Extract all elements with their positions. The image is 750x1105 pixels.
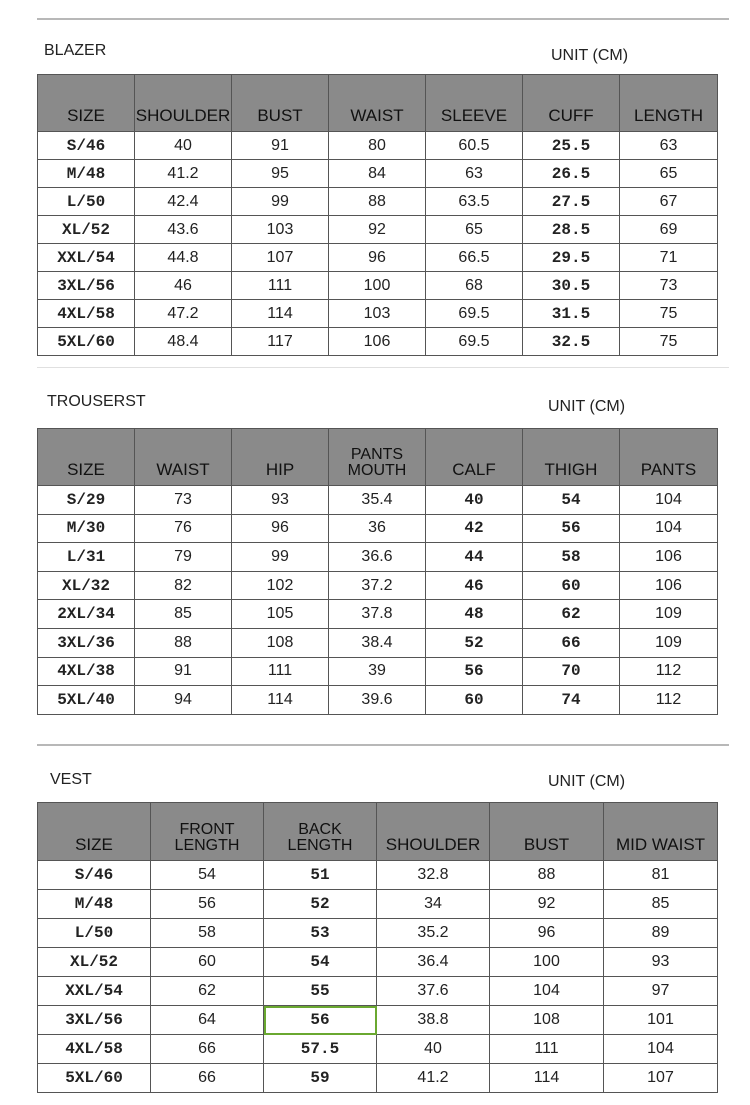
- table-row: [38, 188, 718, 216]
- measurement-cell: 103: [329, 300, 426, 328]
- measurement-cell: 106: [329, 328, 426, 356]
- measurement-cell: 30.5: [523, 272, 620, 300]
- table-row: [38, 160, 718, 188]
- measurement-cell: 53: [264, 919, 377, 948]
- table-row: [38, 657, 718, 686]
- vest-header-front-length: [151, 803, 264, 861]
- back-length-label: BACK LENGTH: [287, 821, 353, 854]
- measurement-cell: 46: [135, 272, 232, 300]
- measurement-cell: 96: [232, 514, 329, 543]
- vest-title: VEST: [50, 771, 92, 788]
- measurement-cell: 35.2: [377, 919, 490, 948]
- measurement-cell: 60.5: [426, 132, 523, 160]
- measurement-cell: 36.6: [329, 543, 426, 572]
- trousers-header-calf: CALF: [426, 429, 523, 486]
- trousers-header-waist: WAIST: [135, 429, 232, 486]
- measurement-cell: 35.4: [329, 486, 426, 515]
- blazer-unit: UNIT (CM): [551, 47, 629, 64]
- measurement-cell: 31.5: [523, 300, 620, 328]
- blazer-title: BLAZER: [44, 42, 107, 59]
- table-row: [38, 1006, 718, 1035]
- vest-header-size: SIZE: [38, 803, 151, 861]
- measurement-cell: 73: [620, 272, 718, 300]
- measurement-cell: 114: [490, 1064, 604, 1093]
- size-cell: 3XL/36: [38, 628, 135, 657]
- measurement-cell: 38.4: [329, 628, 426, 657]
- size-cell: M/48: [38, 890, 151, 919]
- measurement-cell: 114: [232, 300, 329, 328]
- measurement-cell: 82: [135, 571, 232, 600]
- measurement-cell: 69.5: [426, 328, 523, 356]
- measurement-cell: 66: [523, 628, 620, 657]
- measurement-cell: 109: [620, 600, 718, 629]
- middle-divider: [37, 367, 729, 368]
- size-cell: S/46: [38, 861, 151, 890]
- measurement-cell: 103: [232, 216, 329, 244]
- size-cell: XXL/54: [38, 244, 135, 272]
- measurement-cell: 44.8: [135, 244, 232, 272]
- measurement-cell: 44: [426, 543, 523, 572]
- measurement-cell: 65: [426, 216, 523, 244]
- measurement-cell: 100: [490, 948, 604, 977]
- measurement-cell: 54: [151, 861, 264, 890]
- measurement-cell: 66.5: [426, 244, 523, 272]
- measurement-cell: 112: [620, 686, 718, 715]
- measurement-cell: 81: [604, 861, 718, 890]
- measurement-cell: 79: [135, 543, 232, 572]
- measurement-cell: 88: [135, 628, 232, 657]
- measurement-cell: 27.5: [523, 188, 620, 216]
- table-row: [38, 328, 718, 356]
- size-cell: S/46: [38, 132, 135, 160]
- measurement-cell: 74: [523, 686, 620, 715]
- size-cell: XL/52: [38, 948, 151, 977]
- size-cell: L/50: [38, 188, 135, 216]
- measurement-cell: 65: [620, 160, 718, 188]
- measurement-cell: 107: [604, 1064, 718, 1093]
- measurement-cell: 63: [426, 160, 523, 188]
- measurement-cell: 80: [329, 132, 426, 160]
- measurement-cell: 66: [151, 1035, 264, 1064]
- size-cell: M/30: [38, 514, 135, 543]
- blazer-size-table: [37, 74, 718, 356]
- measurement-cell: 42: [426, 514, 523, 543]
- measurement-cell: 62: [151, 977, 264, 1006]
- measurement-cell: 40: [135, 132, 232, 160]
- measurement-cell: 64: [151, 1006, 264, 1035]
- measurement-cell: 111: [490, 1035, 604, 1064]
- measurement-cell: 96: [490, 919, 604, 948]
- measurement-cell: 101: [604, 1006, 718, 1035]
- measurement-cell: 51: [264, 861, 377, 890]
- measurement-cell: 85: [604, 890, 718, 919]
- measurement-cell: 94: [135, 686, 232, 715]
- measurement-cell: 28.5: [523, 216, 620, 244]
- measurement-cell: 68: [426, 272, 523, 300]
- measurement-cell: 117: [232, 328, 329, 356]
- measurement-cell: 52: [426, 628, 523, 657]
- measurement-cell: 96: [329, 244, 426, 272]
- blazer-header-cuff: CUFF: [523, 75, 620, 132]
- measurement-cell: 56: [523, 514, 620, 543]
- measurement-cell: 26.5: [523, 160, 620, 188]
- measurement-cell: 57.5: [264, 1035, 377, 1064]
- trousers-size-table: [37, 428, 718, 715]
- vest-unit: UNIT (CM): [548, 773, 626, 790]
- table-row: [38, 977, 718, 1006]
- measurement-cell: 59: [264, 1064, 377, 1093]
- measurement-cell: 104: [490, 977, 604, 1006]
- measurement-cell: 58: [151, 919, 264, 948]
- measurement-cell: 88: [329, 188, 426, 216]
- measurement-cell: 46: [426, 571, 523, 600]
- measurement-cell: 104: [620, 486, 718, 515]
- size-cell: L/31: [38, 543, 135, 572]
- measurement-cell: 67: [620, 188, 718, 216]
- measurement-cell: 47.2: [135, 300, 232, 328]
- measurement-cell: 52: [264, 890, 377, 919]
- measurement-cell: 108: [490, 1006, 604, 1035]
- table-row: [38, 514, 718, 543]
- measurement-cell: 111: [232, 272, 329, 300]
- table-row: [38, 543, 718, 572]
- size-cell: L/50: [38, 919, 151, 948]
- measurement-cell: 105: [232, 600, 329, 629]
- measurement-cell: 93: [232, 486, 329, 515]
- trousers-title: TROUSERST: [47, 393, 146, 410]
- measurement-cell: 42.4: [135, 188, 232, 216]
- table-row: [38, 244, 718, 272]
- measurement-cell: 39: [329, 657, 426, 686]
- measurement-cell: 106: [620, 571, 718, 600]
- measurement-cell: 36.4: [377, 948, 490, 977]
- table-row: [38, 686, 718, 715]
- measurement-cell: 99: [232, 188, 329, 216]
- measurement-cell: 37.8: [329, 600, 426, 629]
- pants-mouth-label: PANTS MOUTH: [347, 446, 407, 479]
- measurement-cell: 69: [620, 216, 718, 244]
- measurement-cell: 62: [523, 600, 620, 629]
- trousers-header-hip: HIP: [232, 429, 329, 486]
- trousers-header-pants: PANTS: [620, 429, 718, 486]
- measurement-cell: 25.5: [523, 132, 620, 160]
- vest-header-bust: BUST: [490, 803, 604, 861]
- measurement-cell: 88: [490, 861, 604, 890]
- measurement-cell: 104: [620, 514, 718, 543]
- measurement-cell: 63.5: [426, 188, 523, 216]
- blazer-header-sleeve: SLEEVE: [426, 75, 523, 132]
- top-divider: [37, 18, 729, 20]
- measurement-cell: 55: [264, 977, 377, 1006]
- measurement-cell: 43.6: [135, 216, 232, 244]
- measurement-cell: 89: [604, 919, 718, 948]
- measurement-cell: 91: [135, 657, 232, 686]
- measurement-cell: 95: [232, 160, 329, 188]
- measurement-cell: 37.6: [377, 977, 490, 1006]
- vest-header-back-length: [264, 803, 377, 861]
- trousers-header-size: SIZE: [38, 429, 135, 486]
- size-cell: 2XL/34: [38, 600, 135, 629]
- measurement-cell: 29.5: [523, 244, 620, 272]
- size-cell: 4XL/58: [38, 1035, 151, 1064]
- table-row: [38, 216, 718, 244]
- size-cell: 5XL/60: [38, 328, 135, 356]
- vest-header-shoulder: SHOULDER: [377, 803, 490, 861]
- table-row: [38, 600, 718, 629]
- size-cell: M/48: [38, 160, 135, 188]
- measurement-cell: 54: [264, 948, 377, 977]
- measurement-cell: 100: [329, 272, 426, 300]
- lower-divider: [37, 744, 729, 746]
- measurement-cell: 112: [620, 657, 718, 686]
- measurement-cell: 41.2: [377, 1064, 490, 1093]
- measurement-cell: 56: [264, 1006, 377, 1035]
- measurement-cell: 106: [620, 543, 718, 572]
- measurement-cell: 48.4: [135, 328, 232, 356]
- size-cell: XL/32: [38, 571, 135, 600]
- measurement-cell: 60: [426, 686, 523, 715]
- blazer-header-waist: WAIST: [329, 75, 426, 132]
- vest-header-mid-waist: MID WAIST: [604, 803, 718, 861]
- measurement-cell: 40: [426, 486, 523, 515]
- measurement-cell: 69.5: [426, 300, 523, 328]
- measurement-cell: 48: [426, 600, 523, 629]
- table-row: [38, 571, 718, 600]
- size-cell: S/29: [38, 486, 135, 515]
- size-cell: 5XL/40: [38, 686, 135, 715]
- table-row: [38, 1064, 718, 1093]
- measurement-cell: 32.5: [523, 328, 620, 356]
- table-row: [38, 272, 718, 300]
- table-row: [38, 132, 718, 160]
- measurement-cell: 111: [232, 657, 329, 686]
- measurement-cell: 36: [329, 514, 426, 543]
- measurement-cell: 107: [232, 244, 329, 272]
- table-row: [38, 861, 718, 890]
- size-cell: 4XL/58: [38, 300, 135, 328]
- trousers-header-thigh: THIGH: [523, 429, 620, 486]
- measurement-cell: 104: [604, 1035, 718, 1064]
- measurement-cell: 75: [620, 300, 718, 328]
- vest-size-table: [37, 802, 718, 1093]
- measurement-cell: 102: [232, 571, 329, 600]
- measurement-cell: 76: [135, 514, 232, 543]
- measurement-cell: 60: [523, 571, 620, 600]
- measurement-cell: 109: [620, 628, 718, 657]
- measurement-cell: 92: [490, 890, 604, 919]
- size-cell: XXL/54: [38, 977, 151, 1006]
- measurement-cell: 108: [232, 628, 329, 657]
- measurement-cell: 85: [135, 600, 232, 629]
- measurement-cell: 75: [620, 328, 718, 356]
- measurement-cell: 71: [620, 244, 718, 272]
- measurement-cell: 91: [232, 132, 329, 160]
- size-cell: 3XL/56: [38, 1006, 151, 1035]
- measurement-cell: 34: [377, 890, 490, 919]
- blazer-header-bust: BUST: [232, 75, 329, 132]
- table-row: [38, 919, 718, 948]
- measurement-cell: 40: [377, 1035, 490, 1064]
- measurement-cell: 58: [523, 543, 620, 572]
- table-row: [38, 948, 718, 977]
- size-cell: 4XL/38: [38, 657, 135, 686]
- size-cell: 3XL/56: [38, 272, 135, 300]
- measurement-cell: 32.8: [377, 861, 490, 890]
- measurement-cell: 93: [604, 948, 718, 977]
- measurement-cell: 56: [151, 890, 264, 919]
- measurement-cell: 63: [620, 132, 718, 160]
- measurement-cell: 41.2: [135, 160, 232, 188]
- blazer-header-size: SIZE: [38, 75, 135, 132]
- measurement-cell: 39.6: [329, 686, 426, 715]
- measurement-cell: 99: [232, 543, 329, 572]
- measurement-cell: 84: [329, 160, 426, 188]
- front-length-label: FRONT LENGTH: [174, 821, 240, 854]
- measurement-cell: 114: [232, 686, 329, 715]
- table-row: [38, 890, 718, 919]
- measurement-cell: 54: [523, 486, 620, 515]
- measurement-cell: 97: [604, 977, 718, 1006]
- measurement-cell: 60: [151, 948, 264, 977]
- measurement-cell: 37.2: [329, 571, 426, 600]
- table-row: [38, 486, 718, 515]
- table-row: [38, 300, 718, 328]
- blazer-header-shoulder: SHOULDER: [135, 75, 232, 132]
- table-row: [38, 1035, 718, 1064]
- blazer-header-length: LENGTH: [620, 75, 718, 132]
- measurement-cell: 70: [523, 657, 620, 686]
- size-cell: XL/52: [38, 216, 135, 244]
- size-cell: 5XL/60: [38, 1064, 151, 1093]
- trousers-unit: UNIT (CM): [548, 398, 626, 415]
- measurement-cell: 73: [135, 486, 232, 515]
- measurement-cell: 56: [426, 657, 523, 686]
- trousers-header-pants-mouth: [329, 429, 426, 486]
- table-row: [38, 628, 718, 657]
- measurement-cell: 38.8: [377, 1006, 490, 1035]
- measurement-cell: 92: [329, 216, 426, 244]
- measurement-cell: 66: [151, 1064, 264, 1093]
